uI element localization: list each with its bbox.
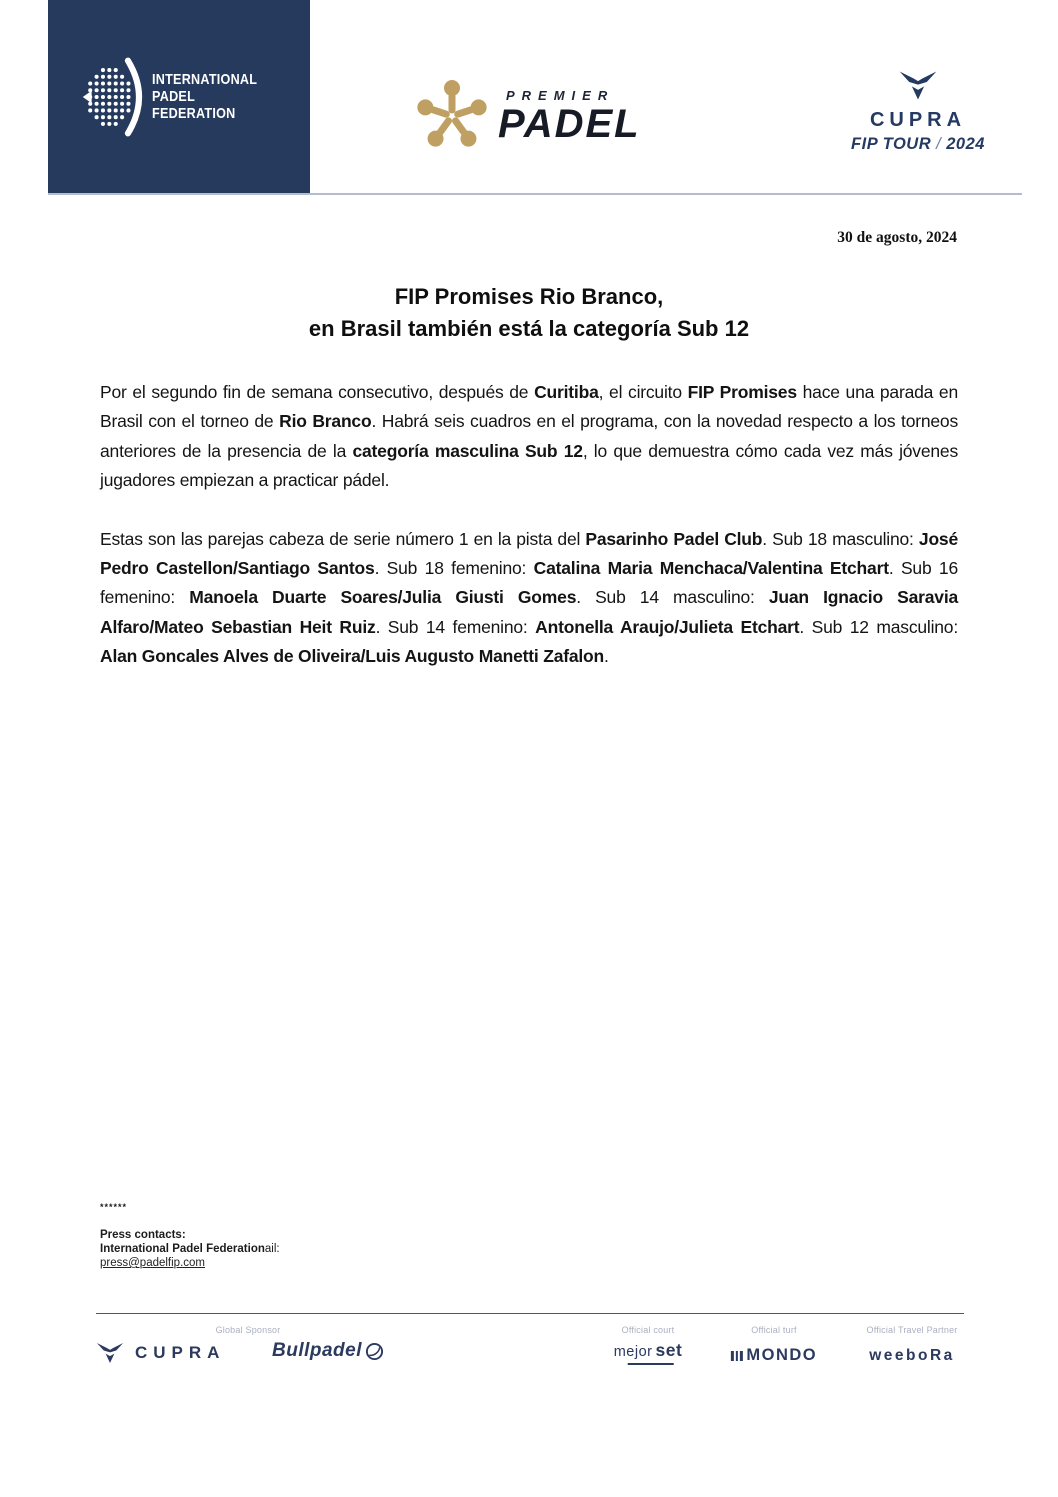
weebora-logo: [869, 1347, 955, 1365]
ipf-line-3: FEDERATION: [151, 105, 236, 122]
press-email-link[interactable]: press@padelfip.com: [100, 1257, 205, 1269]
fip-tour-text: FIP TOUR: [851, 135, 932, 153]
footer-divider: [96, 1313, 964, 1314]
ipf-ball-icon: [81, 51, 143, 143]
premier-padel-logo: [416, 80, 641, 152]
header-divider: [48, 193, 1022, 195]
premier-padel-wordmark: [498, 88, 641, 145]
document-date: 30 de agosto, 2024: [837, 229, 957, 246]
padel-word: PADEL: [498, 101, 641, 146]
cupra-bull-icon: [95, 1342, 125, 1364]
bullpadel-ball-icon: [365, 1342, 384, 1361]
separator-asterisks: ******: [100, 1202, 128, 1212]
cupra-sponsor-text: CUPRA: [135, 1343, 226, 1362]
cupra-wordmark: CUPRA: [869, 109, 967, 131]
press-contacts-heading: Press contacts:: [100, 1229, 186, 1241]
cupra-sponsor-logo: [95, 1342, 225, 1364]
mondo-bars-icon: [731, 1351, 743, 1361]
mondo-logo: [731, 1346, 817, 1365]
bullpadel-text: Bullpadel: [272, 1340, 363, 1361]
weebora-text: weeboRa: [869, 1347, 955, 1364]
ipf-logo-text: [152, 71, 257, 122]
cupra-fip-tour-logo: [843, 70, 993, 154]
mejor-text: mejor: [613, 1344, 653, 1360]
article-body: [100, 378, 958, 672]
mejor-set-logo: [614, 1340, 683, 1365]
tour-year: 2024: [946, 135, 985, 153]
press-email-line: [100, 1256, 280, 1270]
official-court-label: Official court: [621, 1325, 675, 1335]
ipf-logo: [48, 0, 310, 193]
fip-tour-wordmark: [843, 135, 993, 154]
official-travel-label: Official Travel Partner: [866, 1325, 958, 1335]
ipf-line-2: PADEL: [151, 88, 195, 105]
set-text: set: [655, 1340, 683, 1360]
premier-word: PREMIER: [506, 87, 615, 103]
official-turf-label: Official turf: [751, 1325, 797, 1335]
mejor-set-underline: [628, 1363, 674, 1365]
mondo-text: MONDO: [746, 1346, 818, 1364]
global-sponsor-label: Global Sponsor: [215, 1325, 281, 1335]
title-line-1: FIP Promises Rio Branco,: [394, 284, 664, 309]
bullpadel-logo: [272, 1340, 384, 1362]
paragraph-2: Estas son las parejas cabeza de serie número 1 en la pista del Pasarinho Padel Club. Sub 18 masculino: José Pedro Castellon/Santiago Santos. Sub 18 femenino: Catalina Maria Menchaca/Valentina Etchart. Sub 16 femenino: Manoela Duarte Soares/Julia Giusti Gomes. Sub 14 masculino: Juan Ignacio Saravia Alfaro/Mateo Sebastian Heit Ruiz. Sub 14 femenino: Antonella Araujo/Julieta Etchart. Sub 12 masculino: Alan Goncales Alves de Oliveira/Luis Augusto Manetti Zafalon.: [100, 528, 959, 667]
tour-divider: /: [936, 135, 942, 153]
org-suffix: ail:: [264, 1243, 280, 1255]
title-line-2: en Brasil también está la categoría Sub 12: [308, 316, 750, 341]
page-title: [0, 281, 1058, 345]
ipf-line-1: INTERNATIONAL: [151, 71, 258, 88]
press-contacts-block: [100, 1200, 280, 1270]
press-contacts-org-line: [100, 1242, 280, 1256]
cupra-bull-icon: [897, 70, 939, 101]
paragraph-1: Por el segundo fin de semana consecutivo, después de Curitiba, el circuito FIP Promises hace una parada en Brasil con el torneo de Rio Branco. Habrá seis cuadros en el programa, con la novedad respecto a los torneos anteriores de la presencia de la categoría masculina Sub 12, lo que demuestra cómo cada vez más jóvenes jugadores empiezan a practicar pádel.: [100, 382, 958, 491]
premier-flower-icon: [416, 80, 488, 152]
org-name: International Padel Federation: [100, 1243, 265, 1255]
